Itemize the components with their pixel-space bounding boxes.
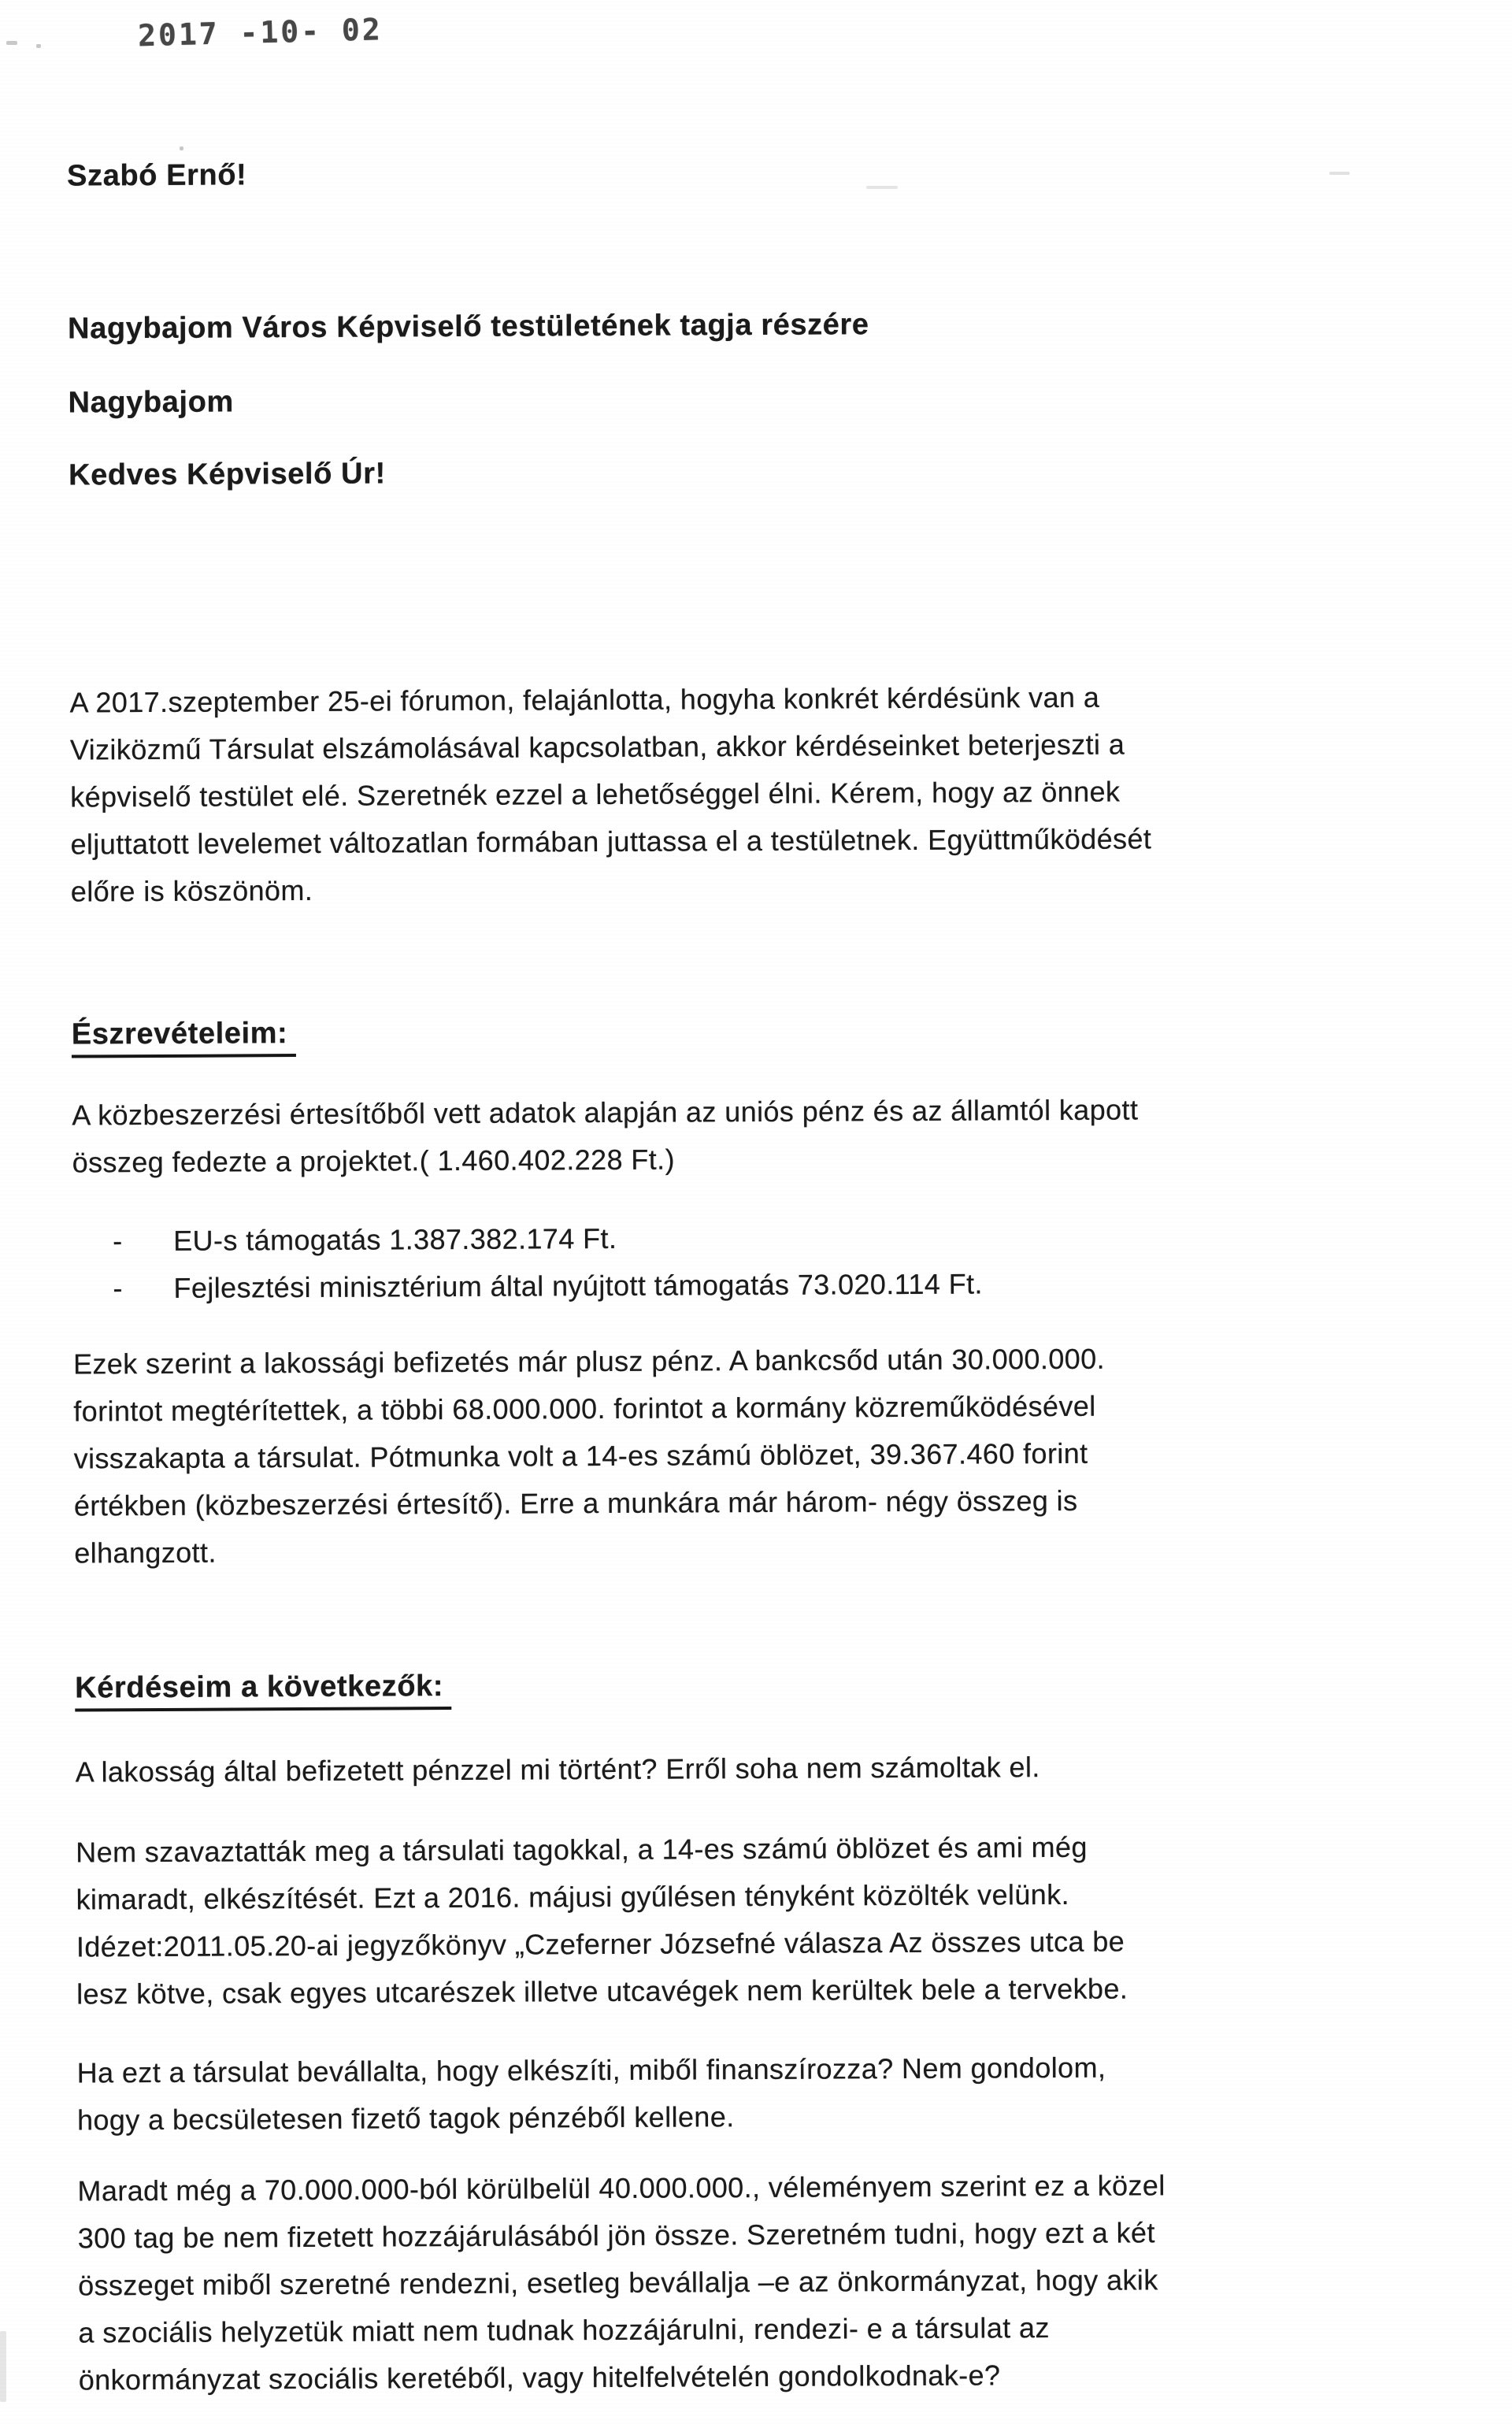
text-line: Ezek szerint a lakossági befizetés már plusz pénz. A bankcsőd után 30.000.000. [72,1342,1106,1381]
bullet-text: EU-s támogatás 1.387.382.174 Ft. [173,1221,617,1257]
bullet-text: Fejlesztési minisztérium által nyújtott támogatás 73.020.114 Ft. [173,1267,983,1304]
text-line: lesz kötve, csak egyes utcarészek illetve utcavégek nem kerültek bele a tervekbe. [76,1972,1128,2011]
text-line: Ha ezt a társulat bevállalta, hogy elkészíti, miből finanszírozza? Nem gondolom, [76,2051,1106,2089]
text-line: forintot megtérítettek, a többi 68.000.000. forintot a kormány közreműködésével [73,1389,1096,1428]
text-line: 300 tag be nem fizetett hozzájárulásából jön össze. Szeretném tudni, hogy ezt a két [77,2216,1155,2255]
question-2 [76,1824,1128,2018]
observations-paragraph [72,1086,1139,1186]
recipient-line: Nagybajom Város Képviselő testületének tagja részére [68,308,869,346]
text-line: összeget miből szeretné rendezni, esetleg bevállalja –e az önkormányzat, hogy akik [78,2263,1158,2302]
text-line: képviselő testület elé. Szeretnék ezzel a lehetőséggel élni. Kérem, hogy az önnek [70,775,1121,814]
observations-paragraph-2 [73,1336,1106,1577]
text-line: értékben (közbeszerzési értesítő). Erre a munkára már három- négy összeg is [73,1484,1078,1522]
text-line [72,1260,983,1312]
questions-heading-wrap [75,1670,451,1712]
text-line: kimaradt, elkészítését. Ezt a 2016. májusi gyűlésen tényként közölték velünk. [76,1877,1070,1916]
text-line: visszakapta a társulat. Pótmunka volt a 14-es számú öblözet, 39.367.460 forint [73,1436,1088,1475]
text-line: hogy a becsületesen fizető tagok pénzéből kellene. [76,2100,735,2137]
text-line: a szociális helyzetük miatt nem tudnak hozzájárulni, rendezi- e a társulat az [78,2311,1050,2349]
text-line: eljuttatott levelemet változatlan formában juttassa el a testületnek. Együttműködését [70,822,1152,861]
text-line: önkormányzat szociális keretéből, vagy hitelfelvételén gondolkodnak-e? [78,2359,1001,2396]
text-line: Nem szavaztatták meg a társulati tagokkal, a 14-es számú öblözet és ami még [76,1830,1088,1869]
greeting-line: Kedves Képviselő Úr! [68,457,386,492]
text-line [72,1213,983,1265]
salutation-name: Szabó Ernő! [66,158,247,193]
questions-heading: Kérdéseim a következők: [75,1670,451,1712]
text-line: Idézet:2011.05.20-ai jegyzőkönyv „Czeferner Józsefné válasza Az összes utca be [76,1925,1125,1963]
bullet-marker: - [113,1225,123,1258]
observations-heading: Észrevételeim: [72,1017,296,1058]
text-line: A közbeszerzési értesítőből vett adatok alapján az uniós pénz és az államtól kapott [72,1093,1139,1132]
text-line: A 2017.szeptember 25-ei fórumon, felajánlotta, hogyha konkrét kérdésünk van a [69,680,1100,719]
intro-paragraph [69,673,1151,915]
funding-bullet-list [72,1213,983,1312]
text-line: összeg fedezte a projektet.( 1.460.402.228 Ft.) [72,1143,676,1179]
text-line: A lakosság által befizetett pénzzel mi történt? Erről soha nem számoltak el. [75,1751,1040,1788]
observations-heading-wrap [72,1017,296,1058]
text-line: Viziközmű Társulat elszámolásával kapcsolatban, akkor kérdéseinket beterjeszti a [69,728,1125,766]
text-line: előre is köszönöm. [70,873,313,908]
question-4 [77,2162,1166,2404]
text-line: Maradt még a 70.000.000-ból körülbelül 40.000.000., véleményem szerint ez a közel [77,2169,1166,2207]
recipient-city: Nagybajom [68,385,234,420]
date-received-stamp: 2017 -10- 02 [137,12,384,54]
text-line: elhangzott. [74,1536,217,1570]
bullet-marker: - [113,1272,123,1305]
question-3 [77,2044,1106,2144]
question-1 [76,1744,1040,1796]
